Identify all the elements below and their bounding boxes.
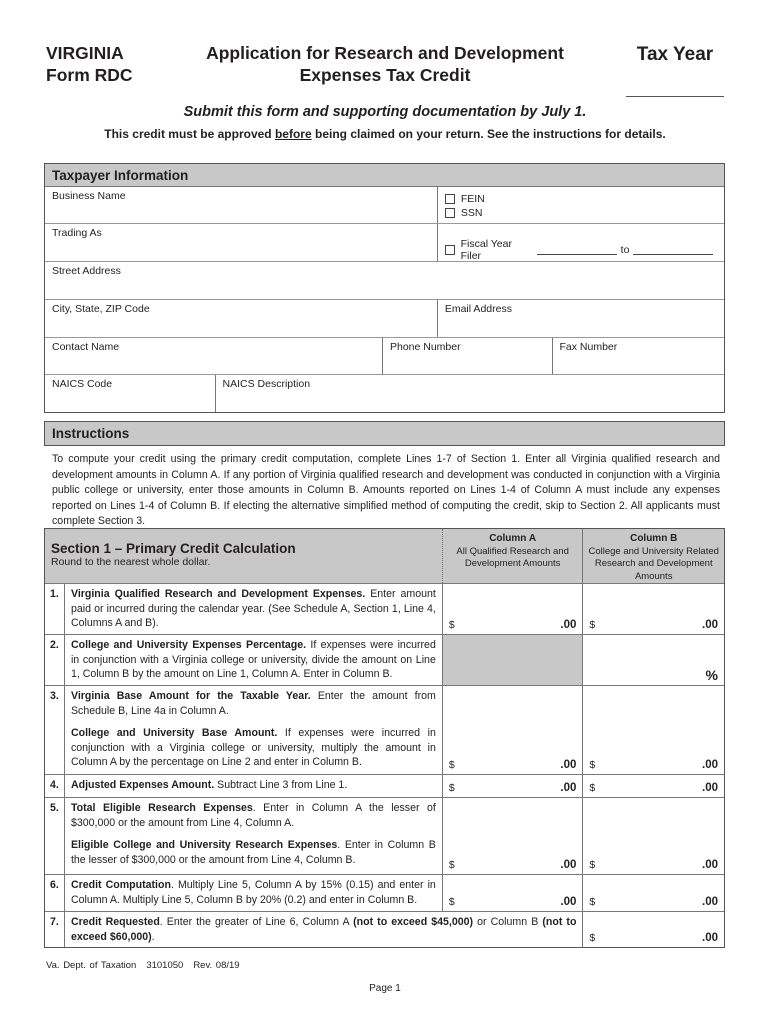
form-identifier (46, 42, 133, 86)
line-7-credit-requested-input[interactable] (583, 912, 724, 947)
line-3-column-a-input[interactable] (443, 686, 584, 774)
department-name: Va. Dept. of Taxation (46, 960, 137, 971)
street-address-field[interactable] (45, 262, 724, 299)
line-2-column-a-shaded (443, 635, 584, 685)
email-field[interactable] (438, 300, 724, 337)
field-label: NAICS Description (222, 378, 311, 390)
line-4-column-b-input[interactable] (583, 775, 724, 797)
line-6 (45, 875, 724, 912)
percent-sign: % (705, 667, 718, 683)
line-description (65, 875, 443, 911)
state-label: VIRGINIA (46, 43, 124, 63)
line-3-column-b-input[interactable] (583, 686, 724, 774)
section-1-header (45, 529, 724, 584)
dollar-sign: $ (448, 782, 455, 794)
form-number: Form RDC (46, 65, 133, 85)
cents: .00 (560, 619, 577, 631)
line-number: 6. (45, 875, 65, 911)
line-title: Virginia Base Amount for the Taxable Year. (70, 690, 311, 702)
cents: .00 (560, 759, 577, 771)
field-label: Phone Number (389, 341, 461, 353)
tax-year-label: Tax Year (636, 44, 714, 65)
line-1-column-b-input[interactable] (583, 584, 724, 634)
field-label: Contact Name (52, 341, 120, 353)
dollar-sign: $ (448, 859, 455, 871)
checkbox-label: FEIN (460, 193, 485, 205)
column-a-header (443, 529, 584, 583)
column-title: Column B (630, 533, 678, 544)
line-6-column-b-input[interactable] (583, 875, 724, 911)
line-number: 2. (45, 635, 65, 685)
phone-field[interactable] (383, 338, 553, 374)
form-footer (46, 960, 250, 971)
line-title: Credit Computation (70, 879, 171, 891)
line-4-column-a-input[interactable] (443, 775, 584, 797)
cents: .00 (702, 619, 718, 631)
line-description (65, 686, 443, 774)
line-description (65, 584, 443, 634)
cents: .00 (702, 859, 718, 871)
cents: .00 (702, 896, 718, 908)
column-b-header (583, 529, 724, 583)
checkbox-icon (445, 208, 455, 218)
checkbox-icon (445, 194, 455, 204)
line-text: If expenses were incurred in conjunction with a Virginia college or university, multiply the amount in Column A by the percentage on Line 2 and enter in Column B. (70, 727, 436, 768)
line-1-column-a-input[interactable] (443, 584, 584, 634)
field-label: Trading As (52, 227, 102, 239)
line-5 (45, 798, 724, 875)
field-label: Fax Number (559, 341, 618, 353)
line-2 (45, 635, 724, 686)
form-title (170, 42, 600, 86)
section-title: Instructions (45, 422, 724, 445)
fiscal-year-end-field[interactable] (633, 246, 713, 255)
line-7 (45, 912, 724, 947)
approval-text-end: being claimed on your return. See the instructions for details. (311, 127, 666, 141)
field-label: Business Name (52, 190, 126, 202)
line-title: College and University Base Amount. (70, 727, 278, 739)
line-title: College and University Expenses Percentage. (70, 639, 307, 651)
checkbox-icon (445, 245, 455, 255)
line-text: . Enter in Column B the lesser of $300,000 or the amount from Line 4, Column B. (70, 839, 436, 866)
fax-field[interactable] (553, 338, 725, 374)
line-number: 5. (45, 798, 65, 874)
line-number: 4. (45, 775, 65, 797)
line-1 (45, 584, 724, 635)
dollar-sign: $ (589, 782, 596, 794)
cents: .00 (560, 782, 577, 794)
field-label: NAICS Code (52, 378, 113, 390)
line-title: Eligible College and University Research Expenses (70, 839, 338, 851)
line-4 (45, 775, 724, 798)
tax-year-field[interactable] (626, 96, 724, 97)
line-text: Enter the amount from Schedule B, Line 4a in Column A. (70, 690, 436, 717)
line-text: Subtract Line 3 from Line 1. (214, 779, 348, 791)
line-text: . Enter the greater of Line 6, Column A (159, 916, 354, 928)
dollar-sign: $ (448, 759, 455, 771)
dollar-sign: $ (589, 896, 596, 908)
cents: .00 (560, 859, 577, 871)
cents: .00 (702, 782, 718, 794)
line-2-column-b-input[interactable] (583, 635, 724, 685)
column-desc: All Qualified Research and Development Amounts (456, 545, 569, 569)
naics-code-field[interactable] (45, 375, 216, 412)
line-description (65, 798, 443, 874)
to-label: to (620, 244, 630, 256)
contact-name-field[interactable] (45, 338, 383, 374)
approval-note (0, 127, 770, 141)
line-text: Enter amount paid or incurred during the calendar year. (See Schedule A, Section 1, Line 4, Columns A and B). (70, 588, 436, 629)
dollar-sign: $ (589, 859, 596, 871)
line-title: Credit Requested (70, 916, 160, 928)
dollar-sign: $ (448, 896, 455, 908)
column-desc: College and University Related Research and Development Amounts (588, 545, 719, 582)
section-title: Section 1 – Primary Credit Calculation (51, 541, 296, 556)
dollar-sign: $ (589, 932, 596, 944)
line-text: If expenses were incurred in conjunction with a Virginia college or university, divide the amount on Line 1, Column B by the amount on Line 1, Column A. Enter in Column B. (70, 639, 436, 680)
line-description (65, 775, 443, 797)
submit-note: Submit this form and supporting documentation by July 1. (183, 104, 587, 120)
line-5-column-a-input[interactable] (443, 798, 584, 874)
cents: .00 (702, 759, 718, 771)
line-text: . (151, 930, 155, 943)
line-title: Virginia Qualified Research and Development Expenses. (70, 588, 366, 600)
line-number: 3. (45, 686, 65, 774)
line-limit-a: (not to exceed $45,000) (353, 916, 474, 928)
line-title: Adjusted Expenses Amount. (70, 779, 215, 791)
line-3 (45, 686, 724, 775)
instructions-header (44, 421, 725, 446)
field-label: City, State, ZIP Code (52, 303, 150, 315)
fiscal-year-filer-checkbox[interactable] (445, 238, 717, 262)
section-title: Taxpayer Information (45, 164, 724, 187)
fein-checkbox[interactable] (445, 193, 717, 205)
fiscal-year-cell (438, 224, 724, 261)
cents: .00 (702, 932, 718, 944)
line-description (65, 635, 443, 685)
business-name-field[interactable] (45, 187, 438, 223)
line-6-column-a-input[interactable] (443, 875, 584, 911)
city-state-zip-field[interactable] (45, 300, 438, 337)
fiscal-year-start-field[interactable] (537, 246, 617, 255)
approval-text: This credit must be approved (104, 127, 275, 141)
line-limit-b: (not to exceed $60,000) (70, 916, 577, 943)
checkbox-label: SSN (460, 207, 483, 219)
line-description (65, 912, 583, 947)
line-number: 1. (45, 584, 65, 634)
dollar-sign: $ (589, 619, 596, 631)
title-line-1: Application for Research and Development (206, 43, 564, 63)
page-number: Page 1 (369, 983, 401, 994)
line-title: Total Eligible Research Expenses (70, 802, 253, 814)
ssn-checkbox[interactable] (445, 207, 717, 219)
instructions-text: To compute your credit using the primary credit computation, complete Lines 1-7 of Section 1. Enter all Virginia qualified research and development amounts in Column A. If any portion of Virginia qualified research and development was conducted in conjunction with a Virginia public college or university, enter those amounts in Column B. Amounts reported on Lines 1-4 of Column A must include any expenses reported on Lines 1-4 of Column B. If electing the alternative simplified method of computing the credit, skip to Section 2. All applicants must complete Section 3. (52, 453, 720, 528)
line-text: . Enter in Column A the lesser of $300,000 or the amount from Line 4, Column A. (70, 802, 436, 829)
field-label: Street Address (52, 265, 121, 277)
checkbox-label: Fiscal Year Filer (460, 238, 512, 262)
taxpayer-info-section (44, 163, 725, 413)
dollar-sign: $ (448, 619, 455, 631)
title-line-2: Expenses Tax Credit (299, 65, 471, 85)
line-text: . Multiply Line 5, Column A by 15% (0.15) and enter in Column A. Multiply Line 5, Column B by 20% (0.2) and enter in Column B. (70, 879, 436, 906)
naics-description-field[interactable] (216, 375, 724, 412)
id-type-cell (438, 187, 724, 223)
approval-emphasis: before (274, 127, 312, 141)
revision-date: Rev. 08/19 (193, 960, 240, 971)
form-code: 3101050 (146, 960, 184, 971)
line-5-column-b-input[interactable] (583, 798, 724, 874)
dollar-sign: $ (589, 759, 596, 771)
line-number: 7. (45, 912, 65, 947)
column-title: Column A (489, 533, 537, 544)
cents: .00 (560, 896, 577, 908)
line-text: or Column B (473, 916, 543, 928)
section-subtitle: Round to the nearest whole dollar. (51, 556, 211, 568)
section-1-title-cell (45, 529, 443, 583)
field-label: Email Address (444, 303, 512, 315)
trading-as-field[interactable] (45, 224, 438, 261)
section-1-table (44, 528, 725, 948)
